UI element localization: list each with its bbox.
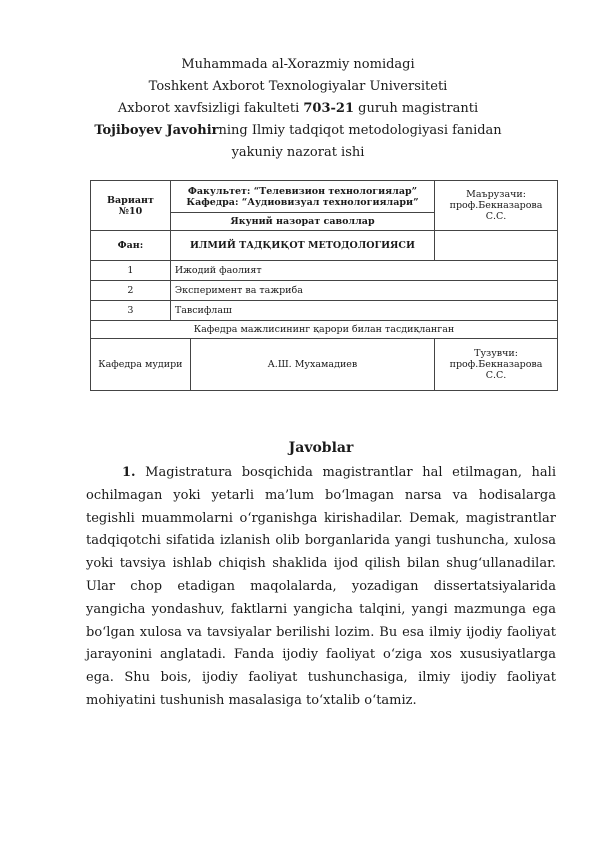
question-number: 1 [91, 261, 171, 281]
question-number: 3 [91, 301, 171, 321]
university-prefix: Muhammada al-Xorazmiy nomidagi [181, 57, 415, 72]
compiler-cell: Тузувчи: проф.Бекназарова С.С. [435, 339, 558, 391]
answers-title: Javoblar [288, 440, 354, 456]
final-questions-cell: Якуний назорат саволлар [170, 213, 434, 231]
work-title: yakuniy nazorat ishi [231, 145, 365, 160]
answer-number: 1. [122, 465, 136, 480]
question-text: Ижодий фаолият [170, 261, 557, 281]
subject-name: ИЛМИЙ ТАДҚИҚОТ МЕТОДОЛОГИЯСИ [170, 231, 434, 261]
empty-cell [435, 231, 558, 261]
department-label: Кафедра: “Аудиовизуал технологиялари” [186, 196, 419, 208]
answer-text: Magistratura bosqichida magistrantlar hal etilmagan, hali ochilmagan yoki yetarli ma’lum bo‘lmagan narsa va hodisalarga tegishli muammolarni o‘rganishga kirishadilar. Demak, magistrantlar tadqiqotchi sifatida izlanish olib borganlarida yangi tushuncha, xulosa yoki tavsiya ishlab chiqish shaklida ijod qilish bilan shug‘ullanadilar. Ular chop etadigan maqolalarda, yozadigan dissertatsiyalarida yangicha yondashuv, faktlarni yangicha talqini, yangi mazmunga ega bo‘lgan xulosa va tavsiyalar berilishi lozim. Bu esa ilmiy ijodiy faoliyat jarayonini anglatadi. Fanda ijodiy faoliyat o‘ziga xos xususiyatlarga ega. Shu bois, ijodiy faoliyat tushunchasiga, ilmiy ijodiy faoliyat mohiyatini tushunish masalasiga to‘xtalib o‘tamiz. [86, 465, 556, 708]
head-label: Кафедра мудири [91, 339, 191, 391]
exam-ticket-table [90, 180, 558, 391]
head-name: А.Ш. Мухамадиев [190, 339, 434, 391]
document-header [60, 54, 536, 164]
answers-section [86, 436, 556, 713]
subject-label: Фан: [91, 231, 171, 261]
faculty-label: Факультет: “Телевизион технологиялар” [187, 185, 418, 197]
approval-note: Кафедра мажлисининг қарори билан тасдиқланган [91, 321, 558, 339]
question-text: Тавсифлаш [170, 301, 557, 321]
university-name: Toshkent Axborot Texnologiyalar Universiteti [148, 79, 448, 94]
question-number: 2 [91, 281, 171, 301]
question-text: Эксперимент ва тажриба [170, 281, 557, 301]
student-name: Tojiboyev Javohir [94, 123, 219, 138]
answer-paragraph [86, 462, 556, 713]
faculty-department-cell [170, 181, 434, 213]
student-line: Tojiboyev Javohirning Ilmiy tadqiqot metodologiyasi fanidan [94, 123, 502, 138]
variant-cell: Вариант №10 [91, 181, 171, 231]
group-number: 703-21 [303, 101, 355, 116]
lecturer-cell: Маърузачи: проф.Бекназарова С.С. [435, 181, 558, 231]
faculty-line: Axborot xavfsizligi fakulteti 703-21 guruh magistranti [117, 101, 479, 116]
